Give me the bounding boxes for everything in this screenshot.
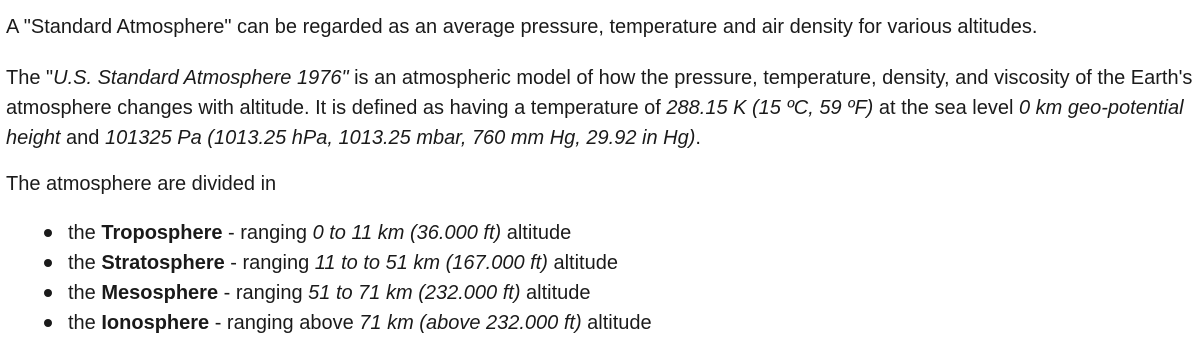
model-text-7: and: [60, 127, 105, 149]
layer-range: 0 to 11 km (36.000 ft): [312, 222, 502, 244]
list-item-mesosphere: the Mesosphere - ranging 51 to 71 km (232.000 ft) altitude: [68, 278, 1194, 308]
geo-potential-height: 0 km geo-potential height: [6, 97, 1184, 149]
layer-name: Stratosphere: [101, 252, 225, 274]
divided-paragraph: The atmosphere are divided in: [6, 173, 277, 195]
list-item-ionosphere: the Ionosphere - ranging above 71 km (above 232.000 ft) altitude: [68, 308, 1194, 338]
model-text-9: .: [695, 127, 701, 149]
layer-name: Mesosphere: [101, 282, 219, 304]
model-text-1: The ": [6, 67, 54, 89]
model-text-5: at the sea level: [873, 97, 1019, 119]
sea-level-temperature: 288.15 K (15 ºC, 59 ºF): [666, 97, 874, 119]
layer-range: 51 to 71 km (232.000 ft): [308, 282, 521, 304]
layer-name: Troposphere: [101, 222, 223, 244]
model-name: U.S. Standard Atmosphere 1976": [53, 67, 349, 89]
model-paragraph: [6, 63, 1194, 153]
sea-level-pressure: 101325 Pa (1013.25 hPa, 1013.25 mbar, 760 mm Hg, 29.92 in Hg): [104, 127, 696, 149]
list-item-troposphere: the Troposphere - ranging 0 to 11 km (36.000 ft) altitude: [68, 218, 1194, 248]
bullet-icon: [44, 289, 52, 297]
layer-name: Ionosphere: [101, 312, 210, 334]
layer-range: 71 km (above 232.000 ft): [359, 312, 582, 334]
bullet-icon: [44, 259, 52, 267]
layer-list: [6, 218, 1194, 338]
model-text-3: is an atmospheric model of how the pressure, temperature, density, and viscosity of the Earth's atmosphere changes with altitude. It is defined as having a temperature of: [6, 67, 1193, 119]
bullet-icon: [44, 319, 52, 327]
layer-range: 11 to to 51 km (167.000 ft): [314, 252, 548, 274]
intro-paragraph: A "Standard Atmosphere" can be regarded as an average pressure, temperature and air density for various altitudes.: [6, 16, 1038, 38]
list-item-stratosphere: the Stratosphere - ranging 11 to to 51 km (167.000 ft) altitude: [68, 248, 1194, 278]
bullet-icon: [44, 229, 52, 237]
